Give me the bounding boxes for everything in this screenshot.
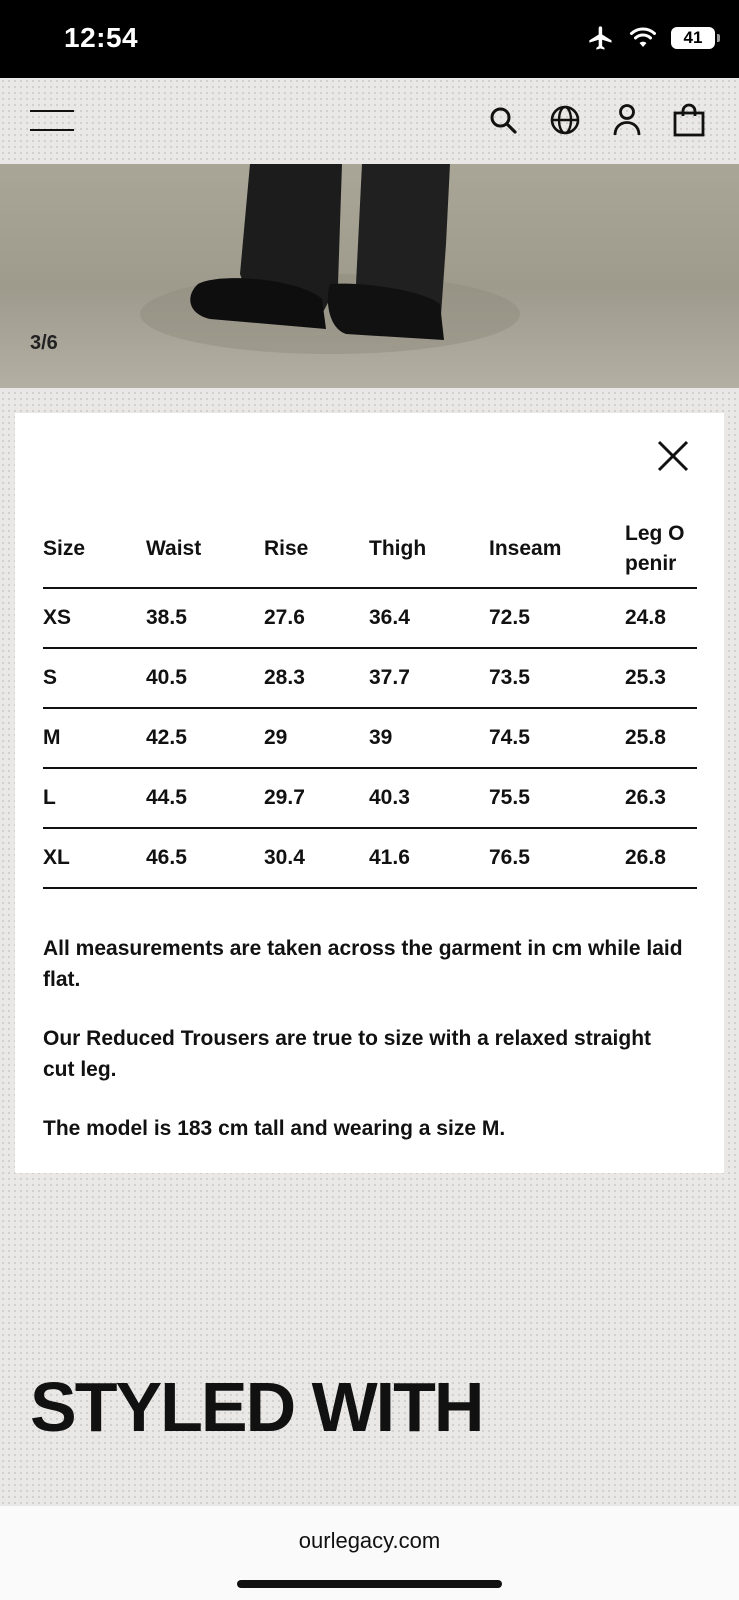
search-icon[interactable] bbox=[483, 100, 523, 140]
table-cell: 37.7 bbox=[369, 648, 489, 708]
bag-icon[interactable] bbox=[669, 100, 709, 140]
table-cell: 38.5 bbox=[146, 588, 264, 648]
battery-level: 41 bbox=[683, 28, 703, 47]
table-cell: 73.5 bbox=[489, 648, 625, 708]
table-cell: 29.7 bbox=[264, 768, 369, 828]
menu-icon[interactable] bbox=[30, 110, 74, 132]
status-icons bbox=[587, 24, 715, 52]
table-cell: 26.3 bbox=[625, 768, 697, 828]
column-header: Rise bbox=[264, 511, 369, 588]
table-cell: L bbox=[43, 768, 146, 828]
globe-icon[interactable] bbox=[545, 100, 585, 140]
browser-bar bbox=[0, 1506, 739, 1600]
table-cell: 46.5 bbox=[146, 828, 264, 888]
table-cell: 29 bbox=[264, 708, 369, 768]
column-header: Inseam bbox=[489, 511, 625, 588]
table-cell: 40.5 bbox=[146, 648, 264, 708]
model-note: The model is 183 cm tall and wearing a size M. bbox=[43, 1117, 506, 1140]
close-icon[interactable] bbox=[656, 439, 690, 473]
size-table bbox=[43, 511, 697, 889]
table-cell: 28.3 bbox=[264, 648, 369, 708]
table-cell: 39 bbox=[369, 708, 489, 768]
status-time: 12:54 bbox=[64, 22, 139, 53]
gallery-counter: 3/6 bbox=[30, 332, 58, 354]
column-header: Size bbox=[43, 511, 146, 588]
table-cell: 75.5 bbox=[489, 768, 625, 828]
table-cell: 30.4 bbox=[264, 828, 369, 888]
table-cell: 41.6 bbox=[369, 828, 489, 888]
column-header: Waist bbox=[146, 511, 264, 588]
table-cell: M bbox=[43, 708, 146, 768]
table-cell: 27.6 bbox=[264, 588, 369, 648]
product-image[interactable] bbox=[0, 164, 739, 388]
measurement-note: All measurements are taken across the garment in cm while laid flat. bbox=[43, 937, 683, 991]
styled-with-heading: STYLED WITH bbox=[30, 1368, 483, 1446]
table-cell: 76.5 bbox=[489, 828, 625, 888]
table-row bbox=[43, 768, 697, 828]
table-cell: 42.5 bbox=[146, 708, 264, 768]
table-cell: XL bbox=[43, 828, 146, 888]
table-cell: 74.5 bbox=[489, 708, 625, 768]
table-cell: 44.5 bbox=[146, 768, 264, 828]
table-cell: 36.4 bbox=[369, 588, 489, 648]
airplane-icon bbox=[587, 24, 615, 52]
home-indicator[interactable] bbox=[237, 1580, 502, 1588]
table-row bbox=[43, 648, 697, 708]
table-cell: 72.5 bbox=[489, 588, 625, 648]
table-row bbox=[43, 588, 697, 648]
url-display[interactable]: ourlegacy.com bbox=[298, 1528, 441, 1553]
table-cell: 40.3 bbox=[369, 768, 489, 828]
table-header-row bbox=[43, 511, 697, 588]
status-bar bbox=[0, 0, 739, 78]
site-header bbox=[0, 78, 739, 164]
table-cell: 25.3 bbox=[625, 648, 697, 708]
column-header: Thigh bbox=[369, 511, 489, 588]
wifi-icon bbox=[629, 27, 657, 49]
fit-note: Our Reduced Trousers are true to size with a relaxed straight cut leg. bbox=[43, 1027, 652, 1081]
account-icon[interactable] bbox=[607, 100, 647, 140]
size-notes bbox=[43, 933, 683, 1172]
table-row bbox=[43, 708, 697, 768]
battery-icon bbox=[671, 27, 715, 49]
column-header: Leg Openir bbox=[625, 511, 697, 588]
header-actions bbox=[483, 100, 709, 140]
table-cell: S bbox=[43, 648, 146, 708]
size-guide-modal bbox=[15, 413, 724, 1173]
table-cell: 24.8 bbox=[625, 588, 697, 648]
table-cell: 26.8 bbox=[625, 828, 697, 888]
table-cell: XS bbox=[43, 588, 146, 648]
table-cell: 25.8 bbox=[625, 708, 697, 768]
table-row bbox=[43, 828, 697, 888]
product-photo bbox=[0, 164, 739, 388]
